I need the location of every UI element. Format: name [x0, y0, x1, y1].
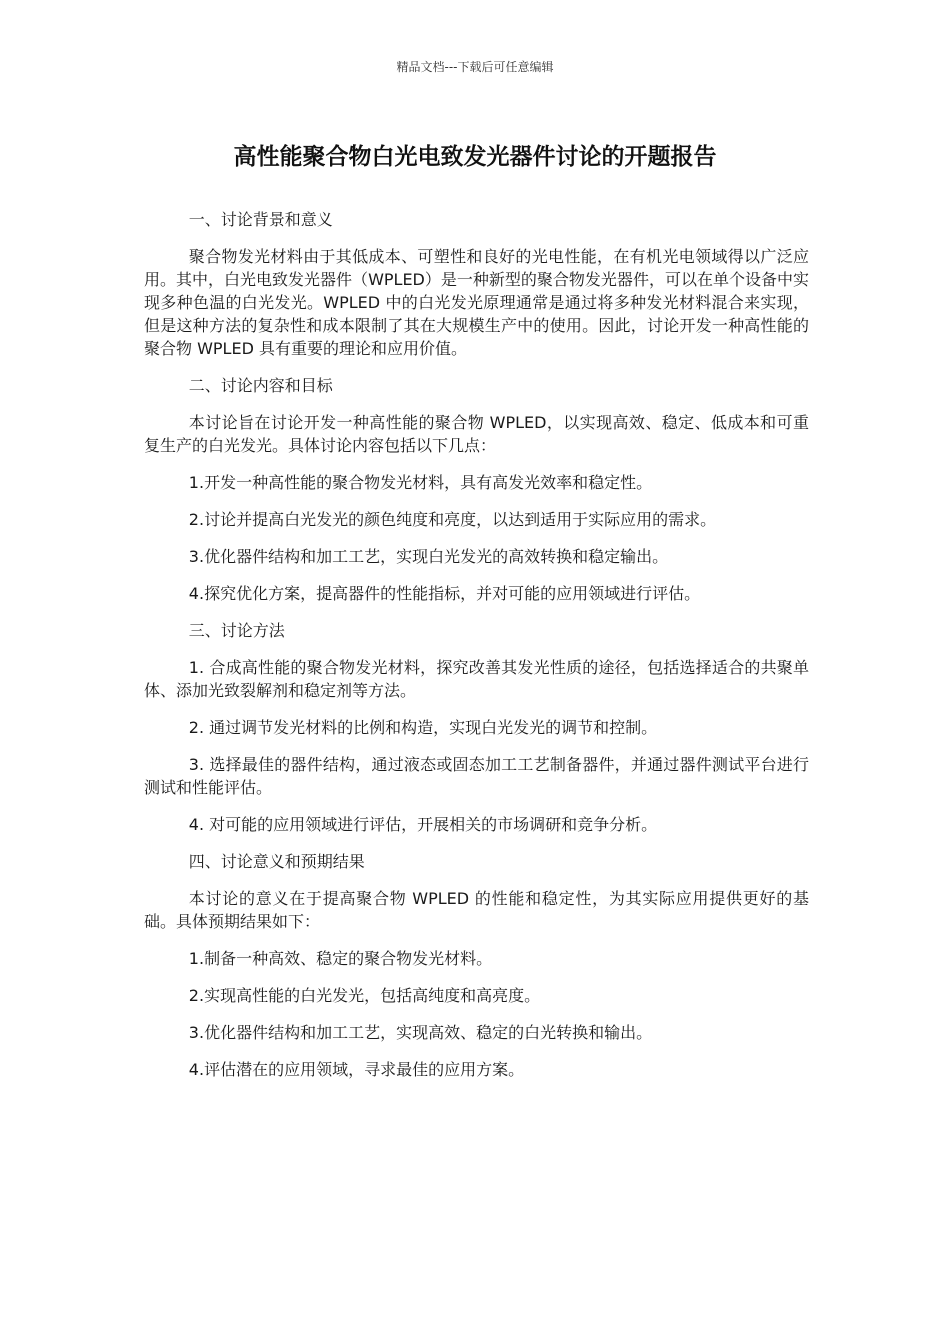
list-item: 4.探究优化方案，提高器件的性能指标，并对可能的应用领域进行评估。: [188, 584, 701, 603]
paragraph-content: 本讨论旨在讨论开发一种高性能的聚合物 WPLED，以实现高效、稳定、低成本和可重复生产的白光发光。具体讨论内容包括以下几点：: [144, 413, 809, 455]
list-item: 4.评估潜在的应用领域，寻求最佳的应用方案。: [188, 1060, 525, 1079]
list-item: 1.开发一种高性能的聚合物发光材料，具有高发光效率和稳定性。: [188, 473, 653, 492]
list-item: 1. 合成高性能的聚合物发光材料，探究改善其发光性质的途径，包括选择适合的共聚单体、添加光致裂解剂和稳定剂等方法。: [144, 658, 809, 700]
document-title: 高性能聚合物白光电致发光器件讨论的开题报告: [233, 144, 717, 170]
list-item: 4. 对可能的应用领域进行评估，开展相关的市场调研和竞争分析。: [188, 815, 658, 834]
section-heading-content: 二、讨论内容和目标: [188, 376, 333, 395]
list-item: 3. 选择最佳的器件结构，通过液态或固态加工工艺制备器件，并通过器件测试平台进行测试和性能评估。: [144, 755, 809, 797]
list-item: 2. 通过调节发光材料的比例和构造，实现白光发光的调节和控制。: [188, 718, 658, 737]
list-item: 3.优化器件结构和加工工艺，实现高效、稳定的白光转换和输出。: [188, 1023, 653, 1042]
list-item: 3.优化器件结构和加工工艺，实现白光发光的高效转换和稳定输出。: [188, 547, 669, 566]
section-heading-methods: 三、讨论方法: [188, 621, 285, 640]
section-heading-background: 一、讨论背景和意义: [188, 210, 333, 229]
list-item: 1.制备一种高效、稳定的聚合物发光材料。: [188, 949, 493, 968]
list-item: 2.讨论并提高白光发光的颜色纯度和亮度，以达到适用于实际应用的需求。: [188, 510, 717, 529]
paragraph-background: 聚合物发光材料由于其低成本、可塑性和良好的光电性能，在有机光电领域得以广泛应用。其中，白光电致发光器件（WPLED）是一种新型的聚合物发光器件，可以在单个设备中实现多种色温的白光发光。WPLED 中的白光发光原理通常是通过将多种发光材料混合来实现，但是这种方法的复杂性和成本限制了其在大规模生产中的使用。因此，讨论开发一种高性能的聚合物 WPLED 具有重要的理论和应用价值。: [144, 247, 809, 358]
list-item: 2.实现高性能的白光发光，包括高纯度和高亮度。: [188, 986, 541, 1005]
document-body: [144, 208, 809, 1095]
paragraph-significance: 本讨论的意义在于提高聚合物 WPLED 的性能和稳定性，为其实际应用提供更好的基础。具体预期结果如下：: [144, 889, 809, 931]
header-note: 精品文档---下载后可任意编辑: [396, 60, 554, 74]
section-heading-significance: 四、讨论意义和预期结果: [188, 852, 365, 871]
